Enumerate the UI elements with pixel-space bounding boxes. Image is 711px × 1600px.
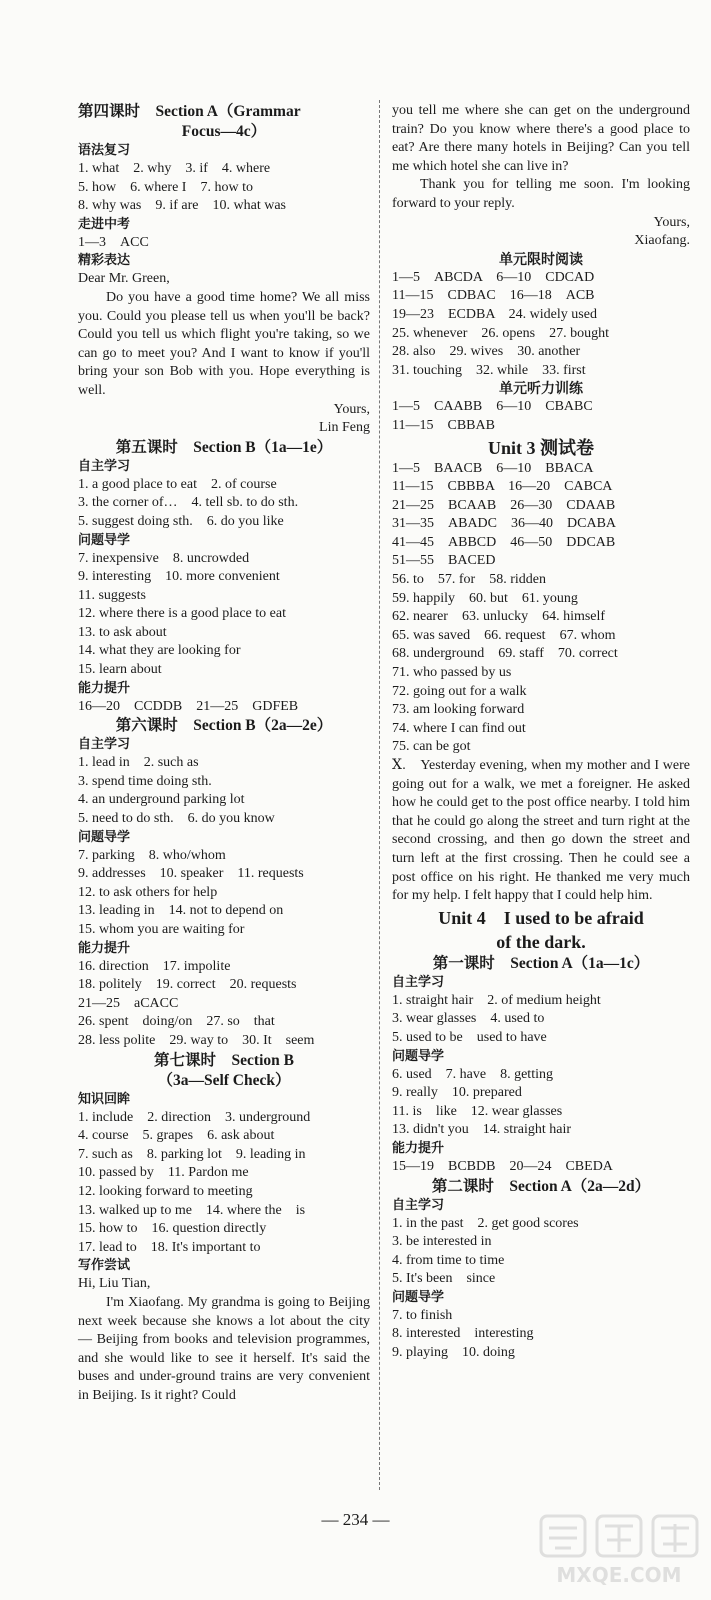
right-section-heading: 单元限时阅读 <box>499 251 583 268</box>
right-answer-paragraph: you tell me where she can get on the underground train? Do you know where there's a good place to eat? Are there many hotels in Beijing? Can you tell me which hotel she can live in? <box>392 103 690 174</box>
left-answer-line: 9. addresses 10. speaker 11. requests <box>78 866 304 882</box>
right-signature-line: Xiaofang. <box>634 233 690 249</box>
left-answer-line: 28. less polite 29. way to 30. It seem <box>78 1032 315 1048</box>
right-answer-line: 75. can be got <box>392 739 471 755</box>
right-answer-line: 11—15 CBBBA 16—20 CABCA <box>392 479 613 495</box>
left-signature-line: Lin Feng <box>319 420 370 436</box>
right-answer-line: 3. be interested in <box>392 1234 492 1250</box>
left-answer-line: 7. inexpensive 8. uncrowded <box>78 550 250 566</box>
right-section-heading: 能力提升 <box>392 1140 445 1156</box>
left-answer-line: 1. include 2. direction 3. underground <box>78 1109 311 1125</box>
right-answer-line: 15—19 BCBDB 20—24 CBEDA <box>392 1158 613 1174</box>
right-unit-heading: Unit 4 I used to be afraid <box>438 907 644 928</box>
left-section-heading: 问题导学 <box>78 532 131 548</box>
left-answer-line: 1. what 2. why 3. if 4. where <box>78 161 271 176</box>
left-section-heading: 走进中考 <box>78 216 131 232</box>
left-section-heading: 能力提升 <box>78 680 131 696</box>
left-lesson-heading: 第六课时 Section B（2a—2e） <box>115 717 333 735</box>
left-section-heading: 自主学习 <box>78 458 131 474</box>
right-section-heading: 自主学习 <box>392 1197 445 1213</box>
right-answer-line: 1—5 BAACB 6—10 BBACA <box>392 460 594 476</box>
right-answer-line: 6. used 7. have 8. getting <box>392 1066 553 1082</box>
left-answer-paragraph: Do you have a good time home? We all miss you. Could you please tell us when you'll be back? Could you tell us which flight you're taking, so we can go to meet you? And I want to know if you'll bring your son Bob with you. Hope everything is well. <box>78 289 370 398</box>
watermark-text: MXQE.COM <box>556 1563 682 1587</box>
left-section-heading: 知识回眸 <box>78 1091 131 1107</box>
right-answer-line: 13. didn't you 14. straight hair <box>392 1122 572 1138</box>
right-section-heading: 自主学习 <box>392 974 445 990</box>
watermark-logo-icon <box>535 1510 705 1590</box>
left-section-heading: 写作尝试 <box>78 1258 131 1274</box>
left-section-heading: 自主学习 <box>78 737 131 753</box>
right-section-heading: 问题导学 <box>392 1048 445 1064</box>
left-answer-line: 14. what they are looking for <box>78 643 241 659</box>
left-answer-line: 3. spend time doing sth. <box>78 773 212 789</box>
left-section-heading: 精彩表达 <box>78 253 131 269</box>
right-answer-line: 11. is like 12. wear glasses <box>392 1103 563 1119</box>
right-column <box>392 102 690 1363</box>
left-answer-line: 4. course 5. grapes 6. ask about <box>78 1128 275 1144</box>
right-answer-line: 28. also 29. wives 30. another <box>392 344 581 360</box>
page-number: — 234 — <box>321 1510 390 1529</box>
right-answer-line: 71. who passed by us <box>392 665 512 681</box>
left-answer-line: 12. looking forward to meeting <box>78 1183 253 1199</box>
left-answer-line: 21—25 aCACC <box>78 995 179 1011</box>
right-answer-line: 68. underground 69. staff 70. correct <box>392 646 618 662</box>
left-answer-line: 5. need to do sth. 6. do you know <box>78 811 275 827</box>
right-answer-line: 8. interested interesting <box>392 1326 534 1342</box>
right-answer-line: 1—5 ABCDA 6—10 CDCAD <box>392 269 595 285</box>
right-answer-paragraph: Ⅹ. Yesterday evening, when my mother and I were going out for a walk, we met a foreigner. He asked how he could get to the post office nearby. I told him that he could go along the street and turn right at the second crossing, and then go down the street and turn left at the first crossing. Then he could see a post office on his right. He thanked me very much for my help. I felt happy that I could help him. <box>392 758 690 904</box>
left-answer-line: Hi, Liu Tian, <box>78 1276 151 1292</box>
right-answer-line: 9. really 10. prepared <box>392 1085 522 1101</box>
left-answer-line: 15. whom you are waiting for <box>78 922 245 937</box>
left-answer-line: 7. parking 8. who/whom <box>78 847 226 863</box>
right-unit-heading: of the dark. <box>496 931 586 952</box>
left-lesson-heading: （3a—Self Check） <box>157 1071 291 1089</box>
left-answer-line: 10. passed by 11. Pardon me <box>78 1165 249 1181</box>
left-section-heading: 问题导学 <box>78 829 131 845</box>
left-answer-line: 9. interesting 10. more convenient <box>78 569 280 585</box>
left-answer-line: 5. how 6. where I 7. how to <box>78 179 253 195</box>
left-answer-line: 1—3 ACC <box>78 234 149 250</box>
right-answer-paragraph: Thank you for telling me soon. I'm looking forward to your reply. <box>392 177 690 211</box>
right-answer-line: 65. was saved 66. request 67. whom <box>392 627 616 643</box>
left-answer-line: 12. where there is a good place to eat <box>78 606 286 622</box>
left-answer-line: 8. why was 9. if are 10. what was <box>78 198 287 214</box>
right-answer-line: 25. whenever 26. opens 27. bought <box>392 325 609 341</box>
left-answer-line: 5. suggest doing sth. 6. do you like <box>78 513 284 529</box>
right-answer-line: 72. going out for a walk <box>392 683 527 699</box>
right-answer-line: 21—25 BCAAB 26—30 CDAAB <box>392 497 616 513</box>
left-answer-line: 16. direction 17. impolite <box>78 958 231 974</box>
right-answer-line: 5. It's been since <box>392 1271 496 1287</box>
right-answer-line: 9. playing 10. doing <box>392 1345 515 1361</box>
right-answer-line: 4. from time to time <box>392 1252 505 1268</box>
left-answer-line: 12. to ask others for help <box>78 884 218 900</box>
right-unit-heading: Unit 3 测试卷 <box>487 437 594 458</box>
right-signature-line: Yours, <box>653 214 690 230</box>
right-answer-line: 5. used to be used to have <box>392 1029 547 1045</box>
left-answer-line: 1. a good place to eat 2. of course <box>78 476 277 492</box>
left-section-heading: 语法复习 <box>78 143 131 158</box>
right-answer-line: 31. touching 32. while 33. first <box>392 362 586 378</box>
left-answer-line: 4. an underground parking lot <box>78 792 245 808</box>
left-answer-line: 13. to ask about <box>78 624 167 640</box>
left-answer-line: 7. such as 8. parking lot 9. leading in <box>78 1146 306 1162</box>
right-answer-line: 11—15 CDBAC 16—18 ACB <box>392 288 595 304</box>
left-lesson-heading: 第七课时 Section B <box>154 1051 294 1069</box>
left-answer-line: 26. spent doing/on 27. so that <box>78 1014 275 1030</box>
left-answer-paragraph: I'm Xiaofang. My grandma is going to Beijing next week because she knows a lot about the city — Beijing from books and television programmes, and she would like to see it herself. It's said the buses and under-ground trains are very convenient in Beijing. Is it right? Could <box>78 1294 370 1403</box>
left-answer-line: 16—20 CCDDB 21—25 GDFEB <box>78 698 299 714</box>
right-answer-line: 1. straight hair 2. of medium height <box>392 992 601 1008</box>
left-answer-line: 13. leading in 14. not to depend on <box>78 903 284 919</box>
right-answer-line: 41—45 ABBCD 46—50 DDCAB <box>392 534 616 550</box>
left-lesson-heading: 第五课时 Section B（1a—1e） <box>115 438 333 456</box>
right-section-heading: 单元听力训练 <box>499 381 583 398</box>
left-answer-line: 11. suggests <box>78 587 146 603</box>
left-answer-line: 17. lead to 18. It's important to <box>78 1239 261 1255</box>
right-lesson-heading: 第一课时 Section A（1a—1c） <box>432 954 650 972</box>
right-answer-line: 1—5 CAABB 6—10 CBABC <box>392 399 593 415</box>
right-answer-line: 62. nearer 63. unlucky 64. himself <box>392 609 606 625</box>
left-answer-line: Dear Mr. Green, <box>78 271 170 287</box>
right-answer-line: 31—35 ABADC 36—40 DCABA <box>392 516 617 532</box>
left-answer-line: 15. learn about <box>78 662 162 678</box>
left-answer-line: 3. the corner of… 4. tell sb. to do sth. <box>78 495 299 511</box>
left-answer-line: 13. walked up to me 14. where the is <box>78 1202 306 1218</box>
left-lesson-heading: 第四课时 Section A（Grammar <box>78 103 301 120</box>
left-answer-line: 1. lead in 2. such as <box>78 755 199 771</box>
left-answer-line: 15. how to 16. question directly <box>78 1221 267 1237</box>
right-answer-line: 11—15 CBBAB <box>392 417 495 433</box>
right-answer-line: 19—23 ECDBA 24. widely used <box>392 306 597 322</box>
right-answer-line: 59. happily 60. but 61. young <box>392 590 578 606</box>
right-answer-line: 51—55 BACED <box>392 553 496 569</box>
right-answer-line: 1. in the past 2. get good scores <box>392 1215 579 1231</box>
right-section-heading: 问题导学 <box>392 1289 445 1305</box>
left-answer-line: 18. politely 19. correct 20. requests <box>78 977 297 993</box>
left-column <box>78 102 370 1405</box>
column-divider <box>379 100 380 1490</box>
right-lesson-heading: 第二课时 Section A（2a—2d） <box>431 1177 651 1195</box>
right-answer-line: 74. where I can find out <box>392 720 526 736</box>
right-answer-line: 56. to 57. for 58. ridden <box>392 572 546 588</box>
left-signature-line: Yours, <box>333 401 370 417</box>
right-answer-line: 3. wear glasses 4. used to <box>392 1011 545 1027</box>
left-lesson-heading: Focus—4c） <box>181 123 267 140</box>
right-answer-line: 7. to finish <box>392 1307 453 1323</box>
right-answer-line: 73. am looking forward <box>392 702 525 718</box>
left-section-heading: 能力提升 <box>78 940 131 956</box>
